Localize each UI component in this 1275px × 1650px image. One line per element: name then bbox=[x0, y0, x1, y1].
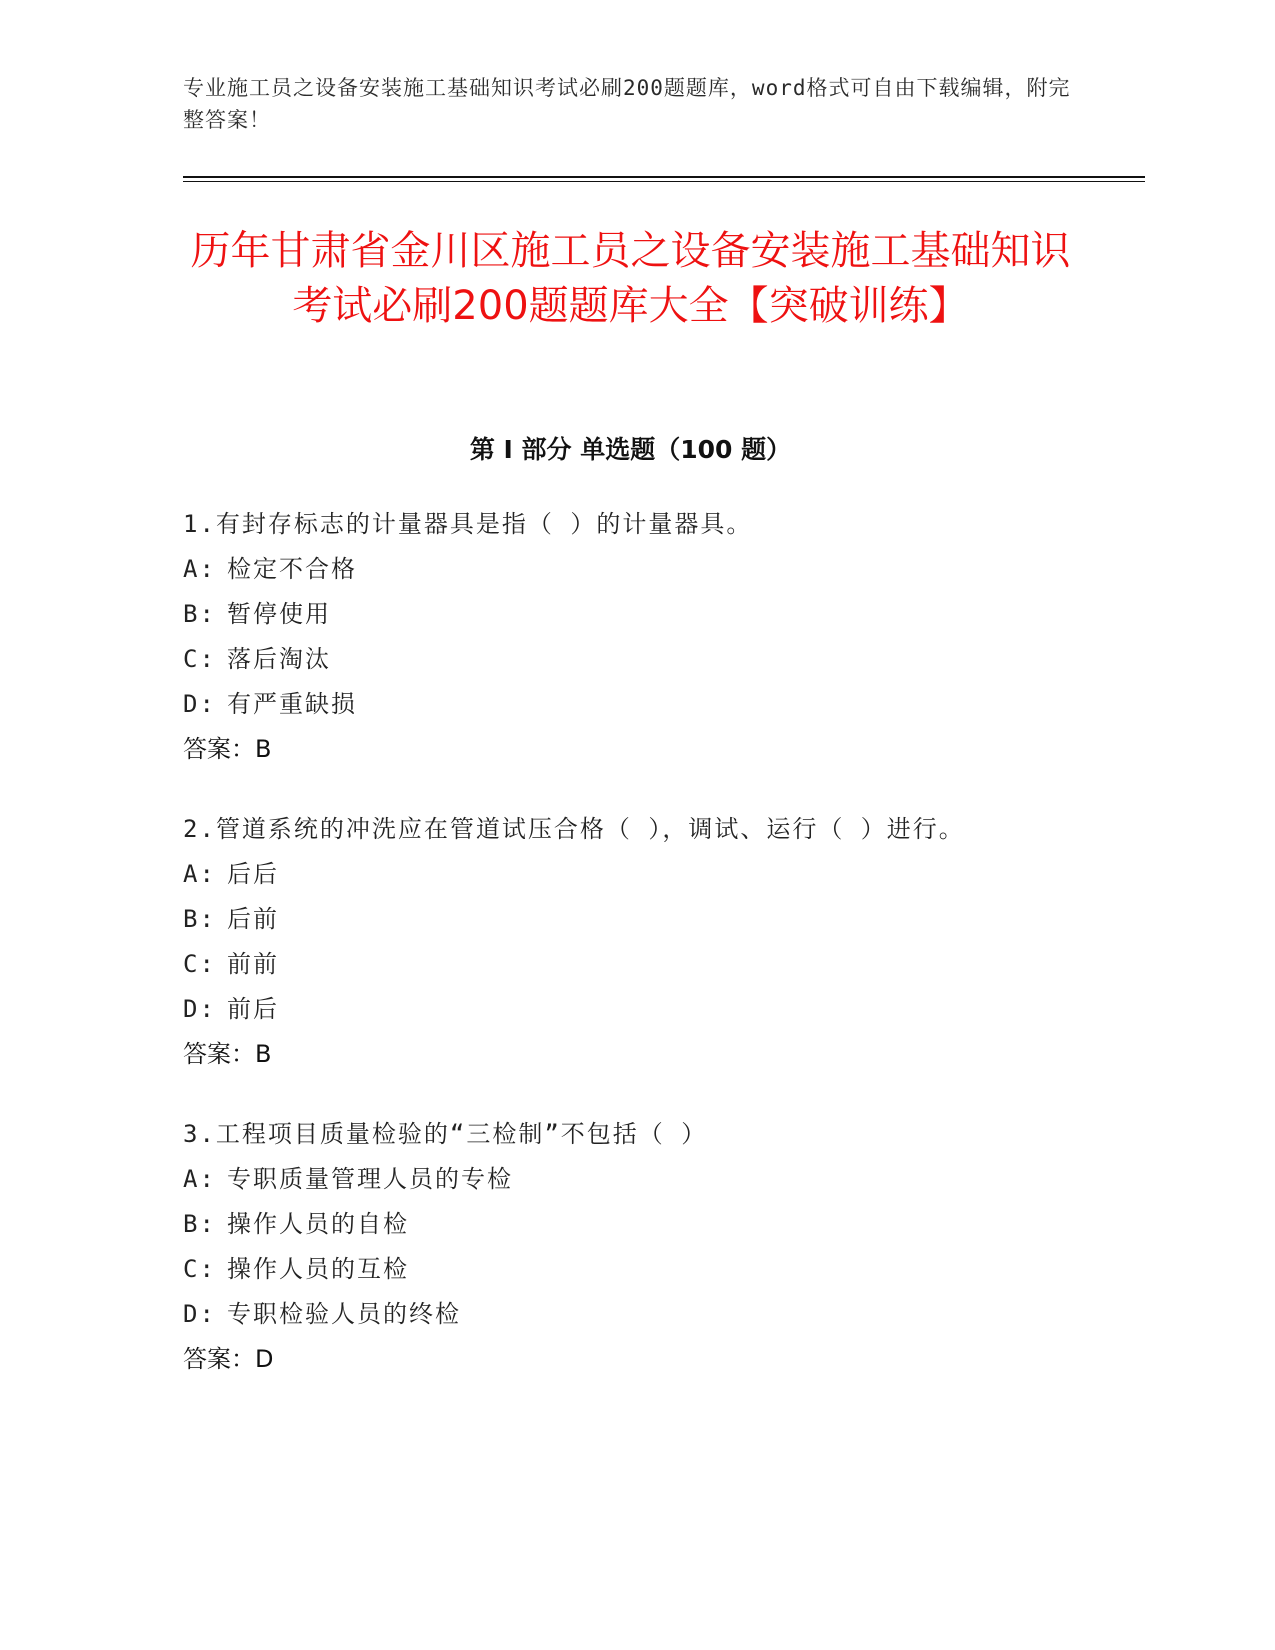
option-text: 专职质量管理人员的专检 bbox=[227, 1165, 513, 1193]
option-text: 操作人员的互检 bbox=[227, 1255, 409, 1283]
question-3 bbox=[183, 1112, 1143, 1382]
option-text: 有严重缺损 bbox=[227, 690, 357, 718]
option-letter: A: bbox=[183, 1165, 216, 1193]
answer-line: 答案：B bbox=[183, 1040, 272, 1068]
option-d bbox=[183, 987, 1143, 1032]
option-text: 后前 bbox=[227, 905, 279, 933]
option-letter: B: bbox=[183, 905, 216, 933]
answer-line: 答案：B bbox=[183, 735, 272, 763]
option-text: 检定不合格 bbox=[227, 555, 357, 583]
option-letter: A: bbox=[183, 860, 216, 888]
question-stem: 3.工程项目质量检验的“三检制”不包括（ ） bbox=[183, 1120, 708, 1148]
option-text: 落后淘汰 bbox=[227, 645, 331, 673]
option-letter: D: bbox=[183, 995, 216, 1023]
option-letter: D: bbox=[183, 690, 216, 718]
option-letter: C: bbox=[183, 645, 216, 673]
option-text: 前前 bbox=[227, 950, 279, 978]
option-b bbox=[183, 592, 1143, 637]
option-letter: C: bbox=[183, 950, 216, 978]
option-d bbox=[183, 682, 1143, 727]
question-2 bbox=[183, 807, 1143, 1077]
option-a bbox=[183, 852, 1143, 897]
option-a bbox=[183, 1157, 1143, 1202]
option-text: 暂停使用 bbox=[227, 600, 331, 628]
option-letter: B: bbox=[183, 600, 216, 628]
option-letter: D: bbox=[183, 1300, 216, 1328]
document-title: 历年甘肃省金川区施工员之设备安装施工基础知识考试必刷200题题库大全【突破训练】 bbox=[190, 228, 1071, 329]
question-stem: 2.管道系统的冲洗应在管道试压合格（ ），调试、运行（ ）进行。 bbox=[183, 815, 965, 843]
section-title: 第 I 部分 单选题（100 题） bbox=[469, 435, 792, 464]
option-b bbox=[183, 1202, 1143, 1247]
option-letter: A: bbox=[183, 555, 216, 583]
option-text: 前后 bbox=[227, 995, 279, 1023]
option-letter: C: bbox=[183, 1255, 216, 1283]
option-text: 后后 bbox=[227, 860, 279, 888]
answer-line: 答案：D bbox=[183, 1345, 274, 1373]
header-note: 专业施工员之设备安装施工基础知识考试必刷200题题库，word格式可自由下载编辑，附完整答案！ bbox=[183, 76, 1071, 132]
option-a bbox=[183, 547, 1143, 592]
option-letter: B: bbox=[183, 1210, 216, 1238]
option-c bbox=[183, 942, 1143, 987]
option-b bbox=[183, 897, 1143, 942]
header-divider-thick bbox=[183, 176, 1145, 178]
option-d bbox=[183, 1292, 1143, 1337]
option-text: 专职检验人员的终检 bbox=[227, 1300, 461, 1328]
option-c bbox=[183, 637, 1143, 682]
question-stem: 1.有封存标志的计量器具是指（ ）的计量器具。 bbox=[183, 510, 753, 538]
header-divider-thin bbox=[183, 181, 1145, 182]
option-text: 操作人员的自检 bbox=[227, 1210, 409, 1238]
question-1 bbox=[183, 502, 1143, 772]
option-c bbox=[183, 1247, 1143, 1292]
